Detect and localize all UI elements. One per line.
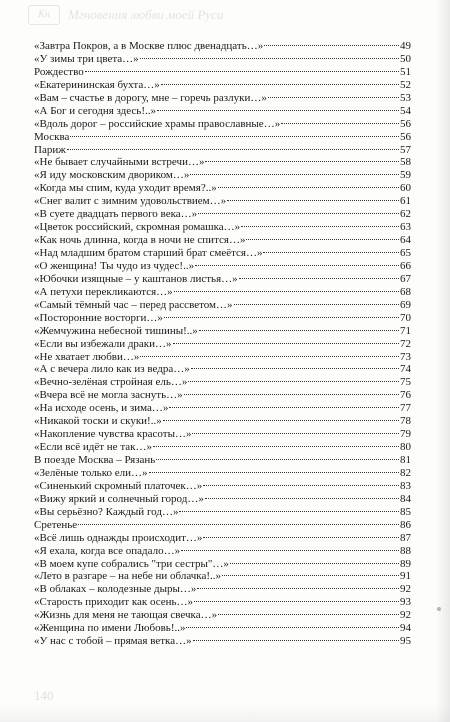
toc-dot-leader: [186, 626, 399, 628]
toc-dot-leader: [169, 406, 399, 408]
toc-entry-title: «Всё лишь однажды происходит…»: [34, 531, 203, 544]
toc-dot-leader: [241, 225, 399, 227]
toc-entry: [34, 389, 411, 402]
toc-entry-page: 65: [400, 247, 411, 259]
toc-entry-page: 62: [400, 208, 411, 221]
toc-entry-title: «А петухи перекликаются…»: [34, 285, 173, 298]
toc-entry-page: 58: [400, 156, 411, 169]
toc-entry-page: 71: [400, 324, 411, 337]
toc-dot-leader: [157, 109, 399, 111]
toc-entry-page: 67: [400, 272, 411, 285]
toc-dot-leader: [199, 329, 399, 331]
toc-dot-leader: [234, 303, 400, 305]
toc-dot-leader: [205, 497, 399, 499]
toc-dot-leader: [230, 562, 399, 564]
toc-entry: [34, 79, 411, 92]
toc-dot-leader: [203, 536, 399, 538]
toc-entry-page: 95: [400, 635, 411, 648]
toc-entry-title: «Женщина по имени Любовь!..»: [34, 622, 186, 635]
toc-entry: [34, 66, 411, 79]
toc-dot-leader: [164, 316, 399, 318]
toc-entry: [34, 273, 411, 286]
table-of-contents: [34, 40, 411, 648]
toc-entry-page: 75: [400, 376, 411, 389]
toc-entry: [34, 635, 411, 648]
toc-dot-leader: [239, 277, 399, 279]
toc-dot-leader: [218, 186, 399, 188]
toc-entry: [34, 441, 411, 454]
toc-entry-page: 87: [400, 531, 411, 544]
toc-entry: [34, 131, 411, 144]
toc-entry: [34, 596, 411, 609]
toc-entry: [34, 247, 411, 260]
toc-entry-page: 74: [400, 363, 411, 376]
toc-entry-title: «Никакой тоски и скуки!..»: [34, 415, 162, 428]
toc-entry-title: «Если всё идёт не так…»: [34, 441, 152, 454]
toc-dot-leader: [184, 393, 399, 395]
toc-entry: [34, 338, 411, 351]
toc-entry-page: 70: [400, 311, 411, 324]
toc-entry-title: «Снег валит с зимним удовольствием…»: [34, 195, 227, 208]
toc-entry: [34, 493, 411, 506]
toc-dot-leader: [179, 510, 399, 512]
toc-entry: [34, 156, 411, 169]
toc-entry: [34, 144, 411, 157]
toc-entry-page: 66: [400, 259, 411, 272]
toc-dot-leader: [222, 574, 399, 576]
toc-entry-title: Сретенье: [34, 518, 78, 531]
toc-entry-page: 50: [400, 52, 411, 65]
toc-dot-leader: [218, 613, 399, 615]
toc-entry-title: «Екатерининская бухта…»: [34, 78, 160, 91]
page-number: 140: [34, 688, 54, 703]
toc-dot-leader: [191, 367, 399, 369]
toc-entry-page: 51: [400, 65, 411, 78]
toc-entry-page: 84: [400, 492, 411, 505]
toc-entry: [34, 182, 411, 195]
toc-entry-title: Париж: [34, 143, 66, 156]
toc-dot-leader: [198, 212, 399, 214]
toc-entry-page: 85: [400, 505, 411, 518]
toc-entry-title: «На исходе осень, и зима…»: [34, 402, 169, 415]
toc-entry-title: «Самый тёмный час – перед рассветом…»: [34, 298, 233, 311]
page-edge-shadow: [436, 0, 450, 722]
toc-dot-leader: [193, 639, 399, 641]
toc-entry-page: 49: [400, 40, 411, 52]
toc-entry-page: 72: [400, 337, 411, 350]
toc-entry-page: 53: [400, 91, 411, 104]
toc-entry-page: 76: [400, 389, 411, 402]
toc-entry: [34, 402, 411, 415]
toc-entry-page: 91: [400, 570, 411, 583]
toc-dot-leader: [161, 83, 399, 85]
toc-entry-page: 80: [400, 441, 411, 454]
toc-entry-title: «О женщина! Ты чудо из чудес!..»: [34, 259, 195, 272]
toc-entry-title: «Вдоль дорог – российские храмы православные…»: [34, 117, 281, 130]
toc-entry-title: «Лето в разгаре – на небе ни облачка!..»: [34, 570, 222, 583]
toc-dot-leader: [194, 600, 399, 602]
toc-dot-leader: [268, 96, 399, 98]
toc-dot-leader: [85, 70, 399, 72]
toc-dot-leader: [281, 122, 399, 124]
toc-dot-leader: [263, 251, 399, 253]
toc-entry: [34, 506, 411, 519]
toc-entry-page: 83: [400, 479, 411, 492]
toc-entry-page: 52: [400, 78, 411, 91]
toc-entry-page: 82: [400, 466, 411, 479]
toc-dot-leader: [246, 238, 399, 240]
page-bottom-shadow: [0, 704, 450, 722]
running-title: Мгновения любви моей Руси: [68, 7, 224, 22]
toc-entry-title: «Жемчужина небесной тишины!..»: [34, 324, 198, 337]
toc-entry-title: «Над младшим братом старший брат смеётся…»: [34, 247, 263, 259]
running-header: [28, 4, 428, 26]
toc-entry-page: 93: [400, 596, 411, 609]
toc-entry-title: «Цветок российский, скромная ромашка…»: [34, 221, 241, 234]
toc-entry-page: 63: [400, 221, 411, 234]
toc-entry-page: 94: [400, 622, 411, 635]
toc-entry: [34, 92, 411, 105]
toc-entry: [34, 545, 411, 558]
toc-entry-page: 78: [400, 415, 411, 428]
toc-entry-title: «В суете двадцать первого века…»: [34, 208, 198, 221]
toc-entry-title: «Юбочки изящные – у каштанов листья…»: [34, 272, 238, 285]
toc-entry-title: «Вы серьёзно? Каждый год…»: [34, 505, 179, 518]
toc-entry-page: 56: [400, 117, 411, 130]
toc-entry: [34, 53, 411, 66]
toc-entry: [34, 286, 411, 299]
toc-entry-title: «Синенький скромный платочек…»: [34, 479, 203, 492]
toc-entry-page: 60: [400, 182, 411, 195]
toc-entry: [34, 195, 411, 208]
toc-dot-leader: [264, 44, 399, 46]
toc-entry-page: 64: [400, 234, 411, 247]
toc-dot-leader: [195, 264, 399, 266]
toc-entry-page: 69: [400, 298, 411, 311]
toc-dot-leader: [78, 523, 399, 525]
toc-entry-page: 77: [400, 402, 411, 415]
toc-entry-title: «Когда мы спим, куда уходит время?..»: [34, 182, 217, 195]
toc-dot-leader: [70, 135, 399, 137]
toc-dot-leader: [173, 342, 399, 344]
toc-dot-leader: [227, 199, 399, 201]
toc-entry-page: 88: [400, 544, 411, 557]
toc-entry-page: 92: [400, 609, 411, 622]
toc-dot-leader: [181, 549, 399, 551]
toc-entry: [34, 312, 411, 325]
toc-dot-leader: [67, 148, 399, 150]
toc-entry-title: «У зимы три цвета…»: [34, 52, 139, 65]
toc-dot-leader: [163, 419, 399, 421]
toc-entry: [34, 428, 411, 441]
toc-entry: [34, 454, 411, 467]
toc-entry: [34, 363, 411, 376]
paper-spot: [437, 607, 441, 611]
toc-entry: [34, 609, 411, 622]
toc-entry-page: 86: [400, 518, 411, 531]
toc-entry-title: «Как ночь длинна, когда в ночи не спится…»: [34, 234, 246, 247]
toc-entry: [34, 532, 411, 545]
toc-entry: [34, 519, 411, 532]
toc-entry-page: 68: [400, 285, 411, 298]
toc-entry-page: 61: [400, 195, 411, 208]
toc-entry-title: «Я ехала, когда все опадало…»: [34, 544, 181, 557]
toc-entry: [34, 234, 411, 247]
toc-entry-page: 79: [400, 428, 411, 441]
toc-entry: [34, 40, 411, 53]
toc-entry-page: 54: [400, 104, 411, 117]
toc-dot-leader: [140, 355, 399, 357]
toc-entry: [34, 169, 411, 182]
toc-entry-title: «Жизнь для меня не тающая свечка…»: [34, 609, 218, 622]
toc-entry-title: «Зелёные только ели…»: [34, 466, 148, 479]
toc-entry: [34, 208, 411, 221]
toc-entry: [34, 622, 411, 635]
toc-entry: [34, 480, 411, 493]
toc-entry-title: «Вижу яркий и солнечный город…»: [34, 492, 204, 505]
toc-entry: [34, 260, 411, 273]
toc-entry-title: «Если вы избежали драки…»: [34, 337, 172, 350]
toc-entry-title: «Вчера всё не могла заснуть…»: [34, 389, 183, 402]
toc-entry-title: «Я иду московским двориком…»: [34, 169, 190, 182]
toc-entry-title: «Старость приходит как осень…»: [34, 596, 194, 609]
toc-entry: [34, 221, 411, 234]
toc-entry: [34, 415, 411, 428]
toc-entry-title: «Вечно-зелёная стройная ель…»: [34, 376, 188, 389]
toc-dot-leader: [197, 587, 399, 589]
toc-entry: [34, 118, 411, 131]
toc-dot-leader: [149, 471, 400, 473]
toc-entry-page: 81: [400, 454, 411, 466]
toc-dot-leader: [156, 458, 399, 460]
toc-dot-leader: [192, 432, 399, 434]
toc-entry-page: 73: [400, 350, 411, 363]
toc-entry-page: 92: [400, 583, 411, 596]
toc-entry-title: «Накопление чувства красоты…»: [34, 428, 192, 441]
toc-entry-title: «Не бывает случайными встречи…»: [34, 156, 205, 169]
toc-entry-page: 89: [400, 557, 411, 570]
toc-dot-leader: [205, 160, 399, 162]
toc-entry-title: «Посторонние восторги…»: [34, 311, 163, 324]
toc-entry: [34, 570, 411, 583]
toc-entry-title: «В облаках – колодезные дыры…»: [34, 583, 197, 596]
toc-entry: [34, 299, 411, 312]
toc-entry-title: Рождество: [34, 65, 84, 78]
toc-entry-title: «А Бог и сегодня здесь!..»: [34, 104, 156, 117]
toc-entry: [34, 467, 411, 480]
toc-dot-leader: [153, 445, 399, 447]
toc-entry: [34, 376, 411, 389]
toc-entry-title: «В моем купе собрались "три сестры"…»: [34, 557, 229, 570]
toc-entry-title: «Завтра Покров, а в Москве плюс двенадцать…»: [34, 40, 264, 52]
toc-entry-page: 56: [400, 130, 411, 143]
toc-entry-title: «А с вечера лило как из ведра…»: [34, 363, 190, 376]
toc-entry: [34, 105, 411, 118]
toc-entry-title: «У нас с тобой – прямая ветка…»: [34, 635, 192, 648]
toc-entry: [34, 351, 411, 364]
toc-dot-leader: [190, 173, 399, 175]
publisher-logo-icon: Кн: [28, 5, 60, 25]
toc-dot-leader: [203, 484, 399, 486]
toc-dot-leader: [188, 380, 399, 382]
toc-entry-title: В поезде Москва – Рязань: [34, 454, 156, 466]
toc-entry-title: Москва: [34, 130, 70, 143]
toc-dot-leader: [174, 290, 399, 292]
toc-entry-title: «Не хватает любви…»: [34, 350, 140, 363]
toc-entry: [34, 325, 411, 338]
toc-entry-title: «Вам – счастье в дорогу, мне – горечь разлуки…»: [34, 91, 267, 104]
toc-entry: [34, 583, 411, 596]
toc-dot-leader: [140, 57, 399, 59]
toc-entry: [34, 558, 411, 571]
toc-entry-page: 57: [400, 143, 411, 156]
toc-entry-page: 59: [400, 169, 411, 182]
